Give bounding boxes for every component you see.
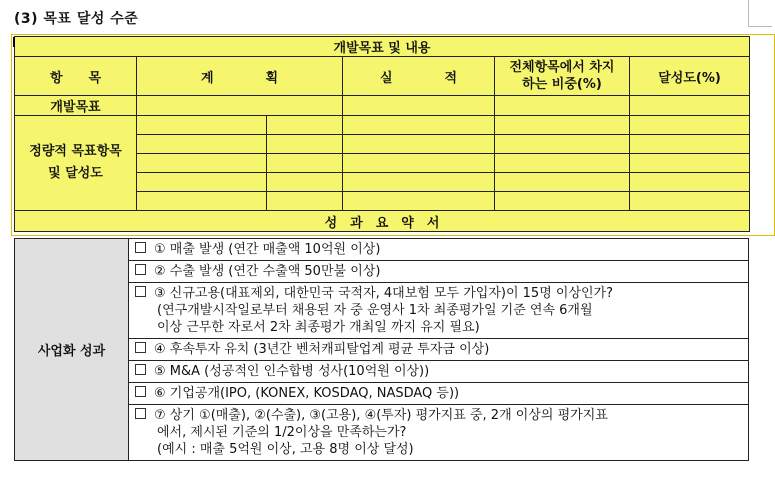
row-quant-label[interactable] — [15, 116, 137, 211]
dev-goal-plan-cell[interactable] — [137, 96, 343, 116]
biz-table — [14, 238, 749, 461]
quant-cell[interactable] — [495, 135, 630, 154]
item-text: ② 수출 발생 (연간 수출액 50만불 이상) — [154, 264, 381, 279]
quant-cell[interactable] — [343, 173, 495, 192]
biz-item-3[interactable] — [129, 283, 749, 339]
col-weight-line2: 하는 비중(%) — [522, 77, 602, 92]
quant-cell[interactable] — [495, 192, 630, 211]
item-text: ⑦ 상기 ①(매출), ②(수출), ③(고용), ④(투자) 평가지표 중, 2개 이상의 평가지표 — [154, 408, 608, 423]
checkbox[interactable] — [135, 364, 146, 375]
quant-cell[interactable] — [343, 192, 495, 211]
col-weight-header[interactable] — [495, 57, 630, 96]
biz-item-5[interactable] — [129, 361, 749, 383]
quant-cell[interactable] — [267, 154, 343, 173]
col-weight-line1: 전체항목에서 차지 — [509, 60, 615, 75]
quant-cell[interactable] — [495, 173, 630, 192]
checkbox[interactable] — [135, 386, 146, 397]
item-text: ① 매출 발생 (연간 매출액 10억원 이상) — [154, 242, 381, 257]
page-margin-marker-horizontal — [748, 26, 772, 27]
dev-goal-achievement-cell[interactable] — [630, 96, 750, 116]
item-text-cont: (예시 : 매출 5억원 이상, 고용 8명 이상 달성) — [157, 442, 414, 457]
goal-table-header[interactable]: 개발목표 및 내용 — [15, 37, 750, 57]
quant-cell[interactable] — [137, 135, 267, 154]
item-text-cont: (연구개발시작일로부터 채용된 자 중 운영사 1차 최종평가일 기준 연속 6개월 — [157, 303, 593, 318]
col-achievement-header[interactable]: 달성도(%) — [630, 57, 750, 96]
quant-cell[interactable] — [630, 154, 750, 173]
checkbox[interactable] — [135, 286, 146, 297]
quant-cell[interactable] — [495, 154, 630, 173]
biz-item-6[interactable] — [129, 383, 749, 405]
quant-cell[interactable] — [630, 192, 750, 211]
row-dev-goal-label[interactable]: 개발목표 — [15, 96, 137, 116]
quant-cell[interactable] — [137, 173, 267, 192]
checkbox[interactable] — [135, 342, 146, 353]
quant-cell[interactable] — [495, 116, 630, 135]
row-quant-line1: 정량적 목표항목 — [29, 144, 122, 159]
biz-item-2[interactable] — [129, 261, 749, 283]
biz-label[interactable]: 사업화 성과 — [15, 239, 129, 461]
quant-cell[interactable] — [267, 135, 343, 154]
text-cursor — [13, 37, 15, 47]
item-text: ⑥ 기업공개(IPO, (KONEX, KOSDAQ, NASDAQ 등)) — [154, 386, 460, 401]
dev-goal-result-cell[interactable] — [343, 96, 495, 116]
biz-item-7[interactable] — [129, 405, 749, 461]
quant-cell[interactable] — [267, 116, 343, 135]
quant-cell[interactable] — [343, 154, 495, 173]
quant-cell[interactable] — [630, 116, 750, 135]
quant-cell[interactable] — [137, 154, 267, 173]
checkbox[interactable] — [135, 408, 146, 419]
col-plan-header[interactable]: 계 획 — [137, 57, 343, 96]
item-text-cont: 에서, 제시된 기준의 1/2이상을 만족하는가? — [157, 425, 407, 440]
quant-cell[interactable] — [343, 135, 495, 154]
checkbox[interactable] — [135, 264, 146, 275]
summary-header[interactable]: 성 과 요 약 서 — [15, 211, 750, 232]
page-margin-marker — [748, 0, 749, 26]
checkbox[interactable] — [135, 242, 146, 253]
quant-cell[interactable] — [137, 192, 267, 211]
item-text: ④ 후속투자 유치 (3년간 벤처캐피탈업계 평균 투자금 이상) — [154, 342, 490, 357]
biz-item-1[interactable] — [129, 239, 749, 261]
item-text-cont: 이상 근무한 자로서 2차 최종평가 개최일 까지 유지 필요) — [157, 320, 480, 335]
quant-cell[interactable] — [267, 173, 343, 192]
quant-cell[interactable] — [630, 173, 750, 192]
goal-table — [14, 36, 750, 232]
quant-cell[interactable] — [343, 116, 495, 135]
section-heading: (3) 목표 달성 수준 — [14, 11, 139, 27]
dev-goal-weight-cell[interactable] — [495, 96, 630, 116]
biz-item-4[interactable] — [129, 339, 749, 361]
quant-cell[interactable] — [267, 192, 343, 211]
row-quant-line2: 및 달성도 — [48, 166, 103, 181]
item-text: ⑤ M&A (성공적인 인수합병 성사(10억원 이상)) — [154, 364, 430, 379]
col-result-header[interactable]: 실 적 — [343, 57, 495, 96]
quant-cell[interactable] — [630, 135, 750, 154]
item-text: ③ 신규고용(대표제외, 대한민국 국적자, 4대보험 모두 가입자)이 15명 이상인가? — [154, 286, 614, 301]
col-item-header[interactable]: 항 목 — [15, 57, 137, 96]
quant-cell[interactable] — [137, 116, 267, 135]
